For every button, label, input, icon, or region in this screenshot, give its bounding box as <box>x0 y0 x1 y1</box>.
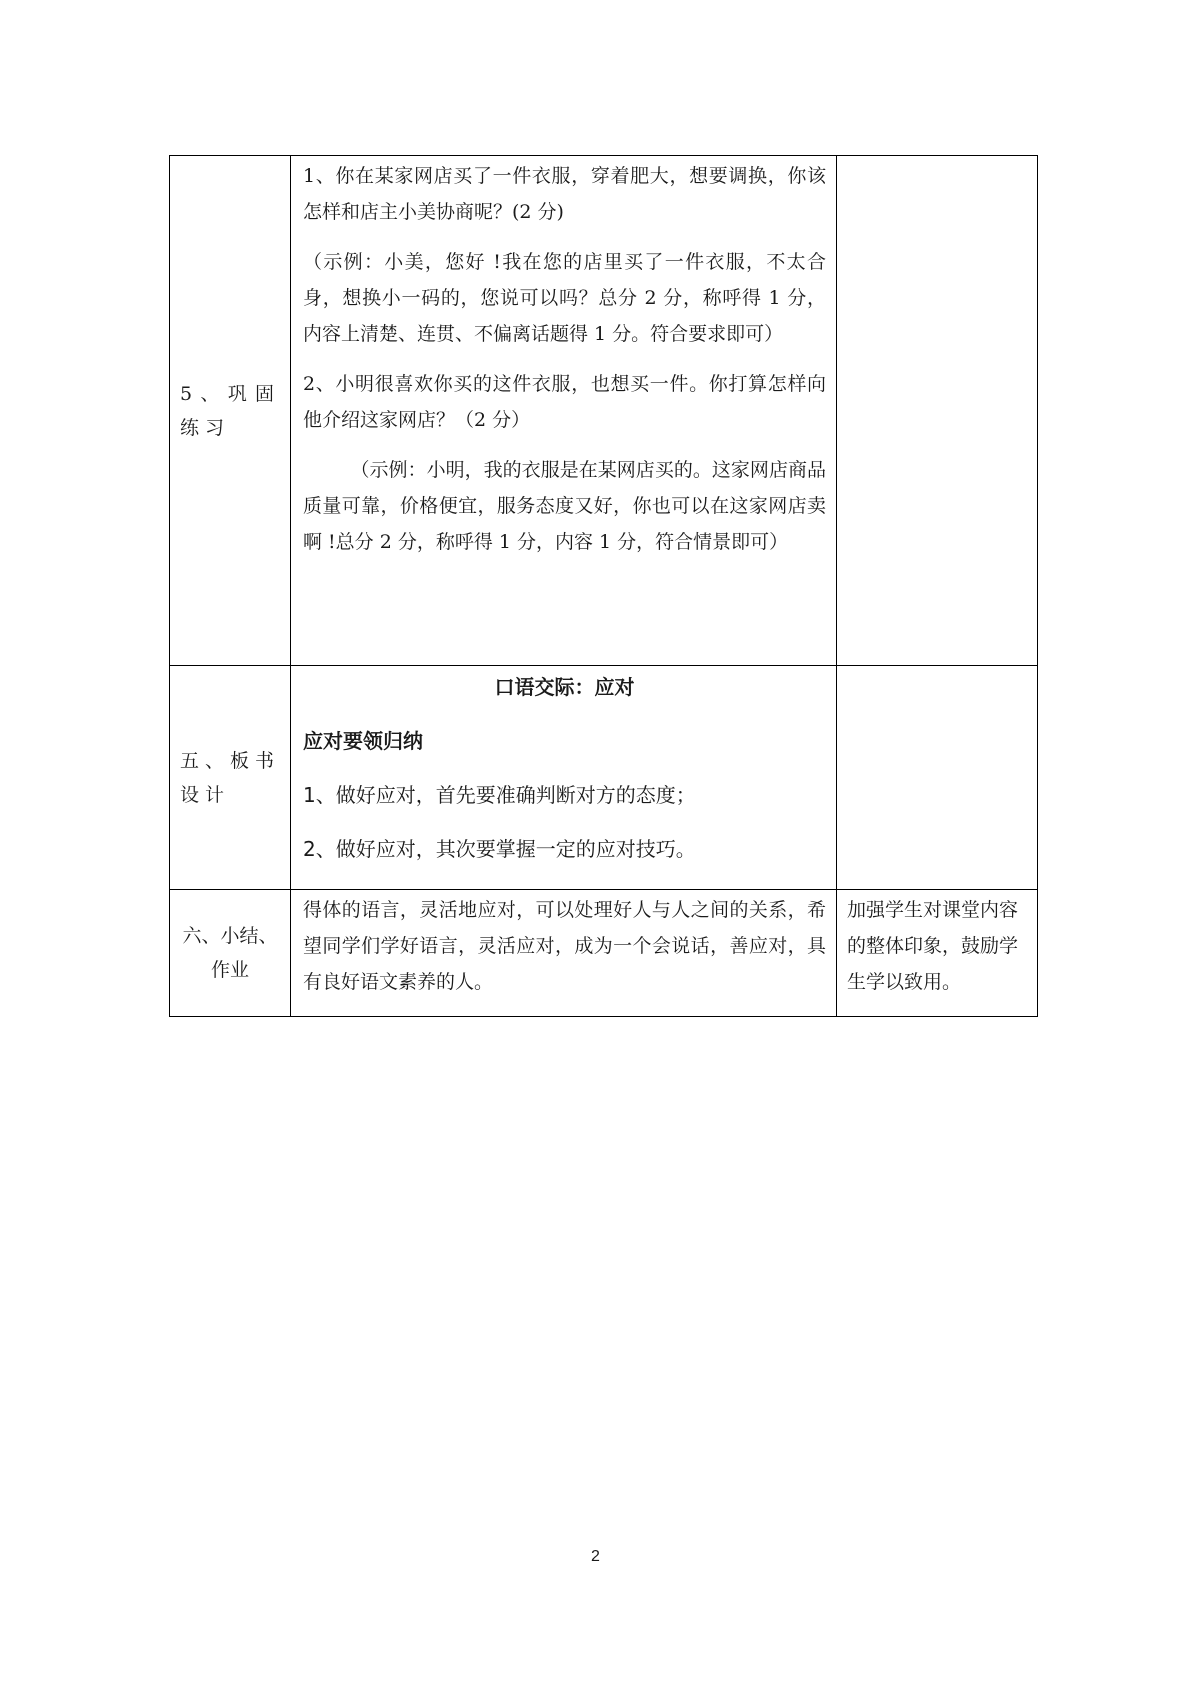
board-title: 口语交际：应对 <box>494 675 635 699</box>
summary-note: 加强学生对课堂内容的整体印象，鼓励学生学以致用。 <box>847 899 1019 993</box>
practice-note-cell <box>837 156 1038 666</box>
page-number: 2 <box>591 1548 600 1565</box>
board-content-cell <box>291 666 837 890</box>
practice-content-cell <box>291 156 837 666</box>
summary-note-cell <box>837 890 1038 1017</box>
lesson-plan-table <box>169 155 1038 1017</box>
summary-label-cell <box>170 890 291 1017</box>
summary-label: 六、小结、作业 <box>182 925 278 981</box>
board-note-cell <box>837 666 1038 890</box>
board-label: 五、板书设计 <box>180 749 281 806</box>
practice-answer-1: （示例：小美，您好 !我在您的店里买了一件衣服，不太合身，想换小一码的，您说可以吗？总分 2 分，称呼得 1 分，内容上清楚、连贯、不偏离话题得 1 分。符合要求即可） <box>303 251 826 345</box>
practice-question-1: 1、你在某家网店买了一件衣服，穿着肥大，想要调换，你该怎样和店主小美协商呢？(2 分) <box>303 165 826 223</box>
practice-question-2: 2、小明很喜欢你买的这件衣服，也想买一件。你打算怎样向他介绍这家网店？（2 分） <box>303 373 826 431</box>
board-point-2: 2、做好应对，其次要掌握一定的应对技巧。 <box>303 837 696 861</box>
table-row-summary <box>170 890 1038 1017</box>
board-label-cell <box>170 666 291 890</box>
practice-answer-2: （示例：小明，我的衣服是在某网店买的。这家网店商品质量可靠，价格便宜，服务态度又好，你也可以在这家网店卖啊 !总分 2 分，称呼得 1 分，内容 1 分，符合情景即可） <box>303 459 826 553</box>
board-point-1: 1、做好应对，首先要准确判断对方的态度； <box>303 783 696 807</box>
table-row-practice <box>170 156 1038 666</box>
board-subtitle: 应对要领归纳 <box>303 729 423 753</box>
practice-label-cell <box>170 156 291 666</box>
table-row-board <box>170 666 1038 890</box>
practice-label: 5、巩固练习 <box>180 382 280 439</box>
summary-content: 得体的语言，灵活地应对，可以处理好人与人之间的关系，希望同学们学好语言，灵活应对，成为一个会说话，善应对，具有良好语文素养的人。 <box>303 899 826 993</box>
summary-content-cell <box>291 890 837 1017</box>
